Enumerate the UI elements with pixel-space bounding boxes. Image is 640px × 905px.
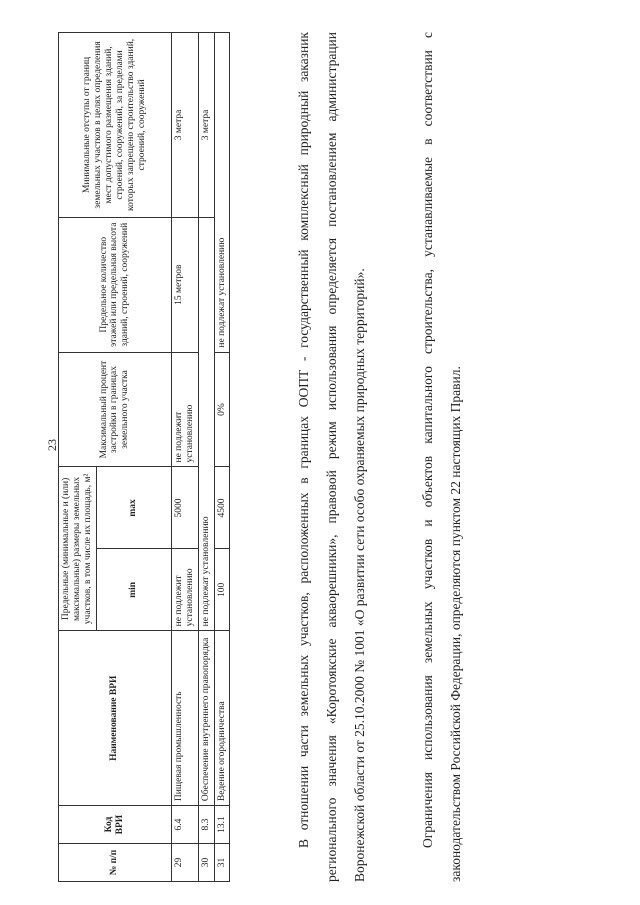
cell-name: Ведение огородничества [214, 631, 230, 806]
header-max: max [96, 467, 171, 549]
table-row [198, 33, 214, 882]
cell-num: 30 [198, 844, 214, 882]
cell-min: 100 [214, 549, 230, 631]
table-row [214, 33, 230, 882]
cell-code: 8.3 [198, 806, 214, 844]
cell-max: 4500 [214, 467, 230, 549]
cell-code: 6.4 [171, 806, 198, 844]
header-size-group: Предельные (минимальные и (или) максимальные) размеры земельных участков, в том числе их площадь, м² [59, 467, 97, 631]
cell-num: 29 [171, 844, 198, 882]
cell-setback: 3 метра [198, 33, 214, 218]
regulations-table [58, 32, 230, 882]
cell-name: Пищевая промышленность [171, 631, 198, 806]
cell-max: 5000 [171, 467, 198, 549]
cell-num: 31 [214, 844, 230, 882]
cell-min: не подлежит установлению [171, 549, 198, 631]
paragraph-restrictions: Ограничения использования земельных участков и объектов капитального строительства, устанавливаемые в соответствии с законодательством Российской Федерации, определяются пунктом 22 настоящих Правил. [420, 32, 463, 882]
cell-code: 13.1 [214, 806, 230, 844]
cell-percent: 0% [214, 352, 230, 467]
page-number: 23 [45, 439, 59, 451]
paragraph-oopt: В отношении части земельных участков, расположенных в границах ООПТ - государственный комплексный природный заказник регионального значения «Коротоякские акваорешники», правовой режим использования определяется постановлением администрации Воронежской области от 25.10.2000 № 1001 «О развитии сети особо охраняемых природных территорий». [296, 32, 367, 882]
header-name: Наименование ВРИ [59, 631, 172, 806]
header-code: Код ВРИ [59, 806, 172, 844]
header-percent: Максимальный процент застройки в границах земельного участка [59, 352, 172, 467]
cell-setback: 3 метра [171, 33, 198, 218]
table-row [171, 33, 198, 882]
table-header-row [59, 33, 97, 882]
cell-name: Обеспечение внутреннего правопорядка [198, 631, 214, 806]
rotated-page-content [18, 0, 618, 890]
header-height: Предельное количество этажей или предельная высота зданий, строений, сооружений [59, 217, 172, 352]
cell-height: 15 метров [171, 217, 198, 352]
cell-merged-height: не подлежат установлению [214, 33, 230, 353]
cell-percent: не подлежит установлению [171, 352, 198, 467]
cell-merged-size: не подлежат установлению [198, 217, 214, 631]
header-min: min [96, 549, 171, 631]
header-num: № п/п [59, 844, 172, 882]
header-setback: Минимальные отступы от границ земельных участков в целях определения мест допустимого размещения зданий, строений, сооружений, за пределами которых запрещено строительство зданий, строений, сооружений [59, 33, 172, 218]
